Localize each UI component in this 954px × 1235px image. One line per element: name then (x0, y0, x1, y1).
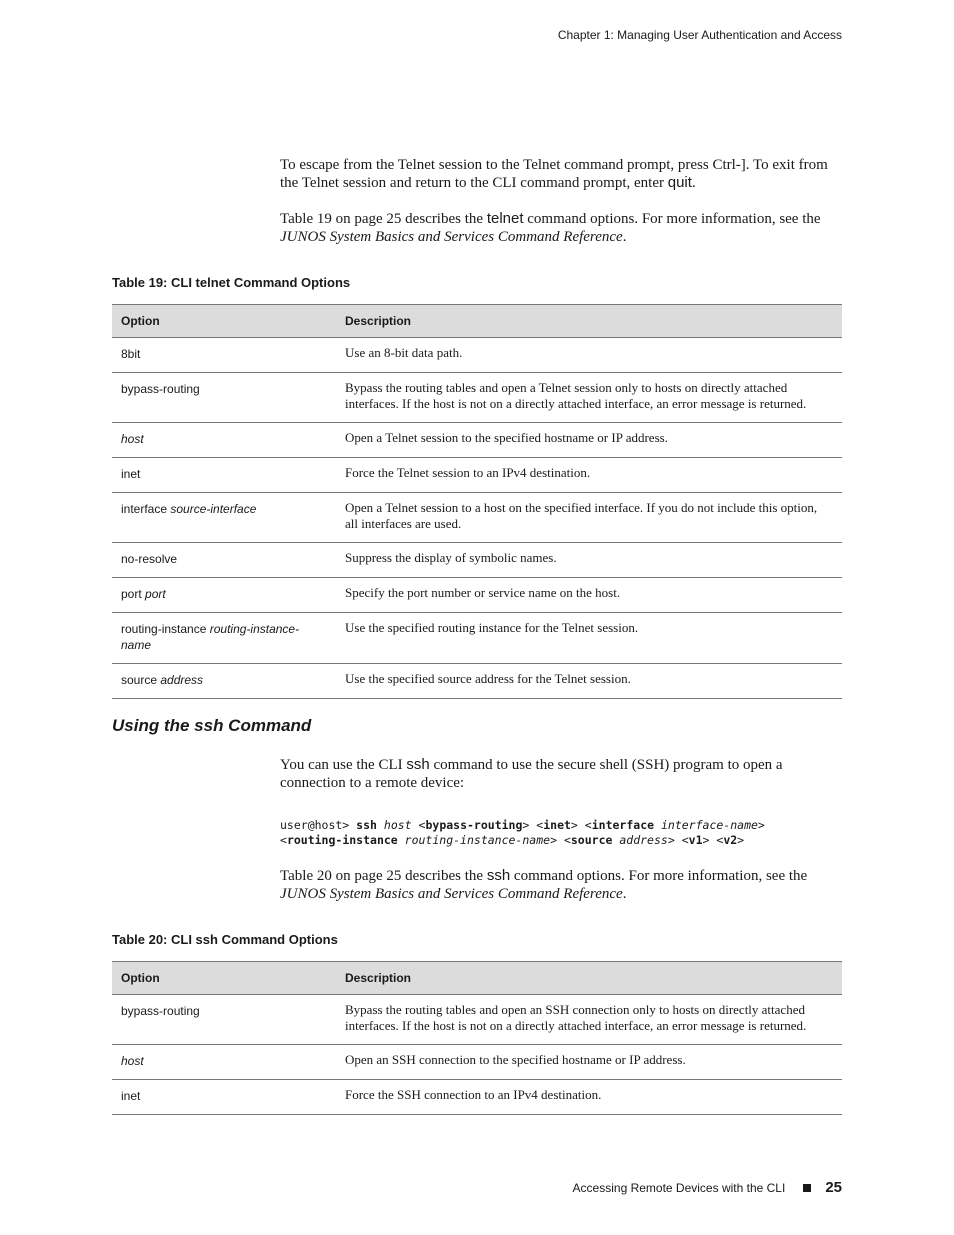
text: Table 19 on page 25 describes the (280, 211, 487, 227)
section-title: Using the ssh Command (112, 716, 312, 735)
table-row (112, 995, 842, 1045)
description-cell: Specify the port number or service name on the host. (336, 578, 842, 613)
text: command to use the secure shell (SSH) program to open a connection to a remote device: (280, 757, 783, 791)
description-cell: Bypass the routing tables and open an SSH connection only to hosts on directly attached interfaces. If the host is not on a directly attached interface, an error message is returned. (336, 995, 842, 1045)
bracket: > (550, 833, 557, 847)
table-row (112, 664, 842, 699)
description-cell: Force the Telnet session to an IPv4 destination. (336, 458, 842, 493)
table-row (112, 493, 842, 543)
column-header-option: Option (112, 962, 336, 995)
text: To escape from the Telnet session to the Telnet command prompt, press Ctrl-]. To exit from the Telnet session and return to the CLI command prompt, enter (280, 157, 828, 191)
option-cell (112, 458, 336, 493)
bracket: > (667, 833, 675, 847)
option-cell (112, 423, 336, 458)
table-row (112, 1080, 842, 1115)
table19-title: Table 19: CLI telnet Command Options (112, 275, 351, 290)
code-keyword: v2 (723, 833, 738, 847)
code-keyword: interface (591, 818, 655, 832)
code-keyword: bypass-routing (425, 818, 523, 832)
text: You can use the CLI (280, 757, 407, 773)
running-footer (573, 1179, 842, 1196)
table-header-row (112, 305, 842, 338)
option-cell (112, 373, 336, 423)
bracket: > (702, 833, 710, 847)
description-cell: Suppress the display of symbolic names. (336, 543, 842, 578)
description-cell: Bypass the routing tables and open a Telnet session only to hosts on directly attached interfaces. If the host is not on a directly attached interface, an error message is returned. (336, 373, 842, 423)
option-keyword: port (121, 587, 146, 601)
column-header-description: Description (336, 305, 842, 338)
option-keyword: interface (121, 502, 171, 516)
option-cell (112, 543, 336, 578)
option-argument: source-interface (170, 502, 257, 516)
description-cell: Use the specified routing instance for the Telnet session. (336, 613, 842, 664)
text: command options. For more information, see the (510, 868, 808, 884)
option-cell (112, 578, 336, 613)
code-arg: address (619, 833, 668, 847)
option-keyword: no-resolve (121, 552, 178, 566)
option-keyword: bypass-routing (121, 1004, 200, 1018)
inline-code: telnet (486, 210, 524, 227)
inline-code: ssh (486, 867, 511, 884)
option-cell (112, 1080, 336, 1115)
text: Table 20 on page 25 describes the (280, 868, 487, 884)
code-keyword: ssh (356, 818, 377, 832)
option-keyword: routing-instance (121, 622, 210, 636)
inline-code: ssh (406, 756, 430, 773)
table-row (112, 543, 842, 578)
text: . (622, 886, 627, 902)
telnet-options-table (112, 304, 842, 699)
inline-code: quit (667, 174, 692, 191)
code-keyword: v1 (688, 833, 703, 847)
code-arg: interface-name (660, 818, 758, 832)
bracket: < (584, 818, 592, 832)
table-row (112, 458, 842, 493)
option-argument: host (121, 1054, 144, 1068)
description-cell: Force the SSH connection to an IPv4 destination. (336, 1080, 842, 1115)
table20-title: Table 20: CLI ssh Command Options (112, 932, 338, 947)
option-cell (112, 995, 336, 1045)
escape-paragraph (280, 156, 842, 192)
option-keyword: inet (121, 467, 141, 481)
option-keyword: 8bit (121, 347, 141, 361)
ssh-command-syntax (280, 818, 765, 848)
footer-section: Accessing Remote Devices with the CLI (572, 1180, 786, 1195)
option-argument: routing-instance-name (121, 622, 300, 652)
table-row (112, 578, 842, 613)
option-cell (112, 613, 336, 664)
reference-title: JUNOS System Basics and Services Command Reference (280, 229, 623, 245)
reference-title: JUNOS System Basics and Services Command Reference (280, 886, 623, 902)
text: . (691, 175, 696, 191)
bracket: > (570, 818, 578, 832)
bracket: > (522, 818, 530, 832)
code-arg: routing-instance-name (404, 833, 551, 847)
column-header-description: Description (336, 962, 842, 995)
table20-reference-paragraph (280, 867, 842, 903)
text: . (622, 229, 627, 245)
table-row (112, 613, 842, 664)
ssh-intro-paragraph (280, 756, 842, 792)
page-number: 25 (825, 1179, 842, 1196)
description-cell: Use an 8-bit data path. (336, 338, 842, 373)
option-keyword: inet (121, 1089, 141, 1103)
table-row (112, 423, 842, 458)
description-cell: Open a Telnet session to a host on the specified interface. If you do not include this option, all interfaces are used. (336, 493, 842, 543)
bracket: < (716, 833, 724, 847)
code-arg: host (383, 818, 412, 832)
bracket: > (737, 833, 745, 847)
running-header: Chapter 1: Managing User Authentication and Access (557, 28, 842, 42)
table-row (112, 1045, 842, 1080)
bracket: < (681, 833, 689, 847)
option-keyword: source (121, 673, 161, 687)
option-argument: port (145, 587, 166, 601)
bracket: > (757, 818, 765, 832)
option-cell (112, 664, 336, 699)
bracket: < (563, 833, 571, 847)
bracket: < (536, 818, 544, 832)
column-header-option: Option (112, 305, 336, 338)
ssh-options-table (112, 961, 842, 1115)
description-cell: Open a Telnet session to the specified hostname or IP address. (336, 423, 842, 458)
code-keyword: source (570, 833, 613, 847)
table-row (112, 338, 842, 373)
option-argument: host (121, 432, 144, 446)
bracket: < (280, 833, 287, 847)
option-argument: address (160, 673, 204, 687)
bracket: < (418, 818, 426, 832)
table19-reference-paragraph (280, 210, 842, 246)
option-cell (112, 1045, 336, 1080)
option-cell (112, 338, 336, 373)
description-cell: Use the specified source address for the Telnet session. (336, 664, 842, 699)
table-row (112, 373, 842, 423)
prompt: user@host> (280, 818, 357, 832)
code-keyword: inet (543, 818, 571, 832)
table-header-row (112, 962, 842, 995)
option-cell (112, 493, 336, 543)
text: command options. For more information, see the (523, 211, 821, 227)
option-keyword: bypass-routing (121, 382, 200, 396)
description-cell: Open an SSH connection to the specified hostname or IP address. (336, 1045, 842, 1080)
code-keyword: routing-instance (286, 833, 398, 847)
square-bullet-icon (803, 1184, 811, 1192)
